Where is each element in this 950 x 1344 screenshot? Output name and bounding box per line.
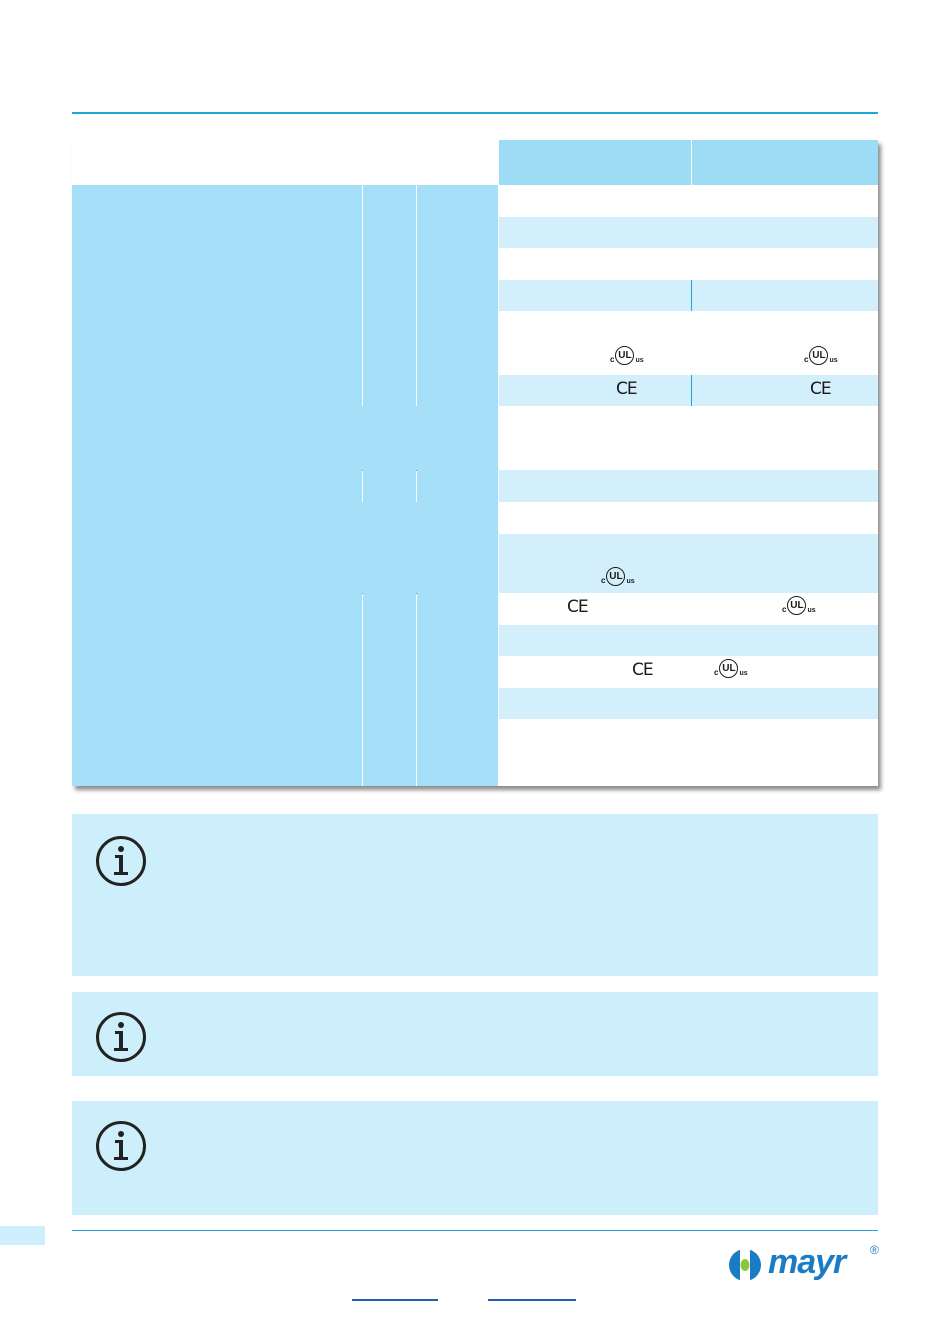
row-unit-cell — [417, 470, 498, 503]
ul-certification-mark: c UL us — [804, 346, 838, 365]
table-row — [72, 217, 878, 248]
info-note-2 — [72, 992, 878, 1076]
row-unit-cell — [363, 248, 416, 281]
table-row — [72, 185, 878, 217]
row-label — [72, 593, 362, 626]
row-value — [499, 534, 878, 566]
row-label — [72, 217, 362, 249]
ul-certification-mark: c UL us — [610, 346, 644, 365]
row-unit-cell — [363, 719, 416, 786]
row-label — [72, 719, 362, 786]
info-note-1 — [72, 814, 878, 976]
row-value — [499, 248, 878, 281]
row-sublabel — [257, 502, 498, 535]
row-value — [499, 593, 878, 626]
ul-certification-mark: c UL us — [714, 659, 748, 678]
row-unit-cell — [363, 625, 416, 657]
info-icon — [96, 1121, 146, 1171]
table-row — [72, 343, 878, 375]
row-unit-cell — [417, 719, 498, 786]
row-value — [499, 438, 878, 471]
row-unit-cell — [363, 311, 416, 344]
table-row — [72, 406, 878, 438]
table-row — [72, 534, 878, 565]
mayr-logo-icon — [728, 1248, 762, 1282]
row-sublabel — [257, 311, 362, 344]
row-value — [499, 565, 878, 594]
table-row — [72, 280, 878, 311]
table-row — [72, 311, 878, 343]
row-unit-cell — [363, 470, 416, 503]
row-unit-cell — [417, 185, 498, 218]
table-row — [72, 248, 878, 280]
row-value — [499, 280, 878, 312]
footer-rule — [72, 1230, 878, 1231]
table-row — [72, 502, 878, 534]
row-unit-cell — [417, 656, 498, 689]
info-icon — [96, 836, 146, 886]
ce-mark: CE — [616, 379, 637, 399]
row-value — [499, 470, 878, 503]
row-unit-cell — [417, 280, 498, 312]
row-value — [499, 185, 878, 218]
info-icon — [96, 1012, 146, 1062]
table-row — [72, 375, 878, 406]
row-unit-cell — [363, 593, 416, 626]
header-blank-cell — [72, 140, 499, 185]
row-unit-cell — [417, 343, 498, 376]
row-label — [72, 185, 362, 218]
table-row — [72, 719, 878, 786]
row-value — [499, 406, 878, 439]
row-unit-cell — [417, 593, 498, 626]
row-value — [499, 311, 878, 344]
ce-mark: CE — [632, 660, 653, 680]
row-value — [499, 343, 878, 376]
row-unit-cell — [417, 375, 498, 407]
row-value — [499, 375, 878, 407]
table-row — [72, 688, 878, 719]
row-label — [72, 656, 362, 689]
registered-mark: ® — [870, 1243, 879, 1257]
table-row — [72, 565, 878, 593]
table-row — [72, 625, 878, 656]
header-rule — [72, 112, 878, 114]
row-sublabel — [257, 343, 362, 376]
row-unit-cell — [417, 217, 498, 249]
row-sublabel — [257, 375, 362, 407]
technical-data-table — [72, 140, 878, 786]
table-row — [72, 656, 878, 688]
row-unit-cell — [417, 311, 498, 344]
header-column-1 — [499, 140, 691, 185]
row-value — [499, 688, 878, 720]
row-unit-cell — [363, 375, 416, 407]
footer-link-underline[interactable] — [488, 1299, 576, 1301]
ul-certification-mark: c UL us — [782, 596, 816, 615]
row-unit-cell — [417, 248, 498, 281]
row-label — [72, 470, 362, 503]
ce-mark: CE — [810, 379, 831, 399]
table-header — [72, 140, 878, 185]
row-value — [499, 656, 878, 689]
header-column-2 — [692, 140, 878, 185]
ce-mark: CE — [567, 597, 588, 617]
ul-certification-mark: c UL us — [601, 567, 635, 586]
row-unit-cell — [363, 185, 416, 218]
mayr-logo[interactable] — [728, 1243, 888, 1285]
row-sublabel — [257, 406, 498, 439]
table-row — [72, 438, 878, 470]
footer-link-underline[interactable] — [352, 1299, 438, 1301]
row-value — [499, 719, 878, 786]
row-unit-cell — [363, 343, 416, 376]
table-row — [72, 470, 878, 502]
row-unit-cell — [417, 625, 498, 657]
row-unit-cell — [363, 688, 416, 720]
row-unit-cell — [363, 280, 416, 312]
row-label — [72, 688, 362, 720]
table-row — [72, 593, 878, 625]
row-value — [499, 625, 878, 657]
brand-name: mayr — [768, 1243, 846, 1281]
row-value — [499, 502, 878, 535]
page-side-tab — [0, 1226, 45, 1245]
row-label — [72, 625, 362, 657]
info-note-3 — [72, 1101, 878, 1215]
row-unit-cell — [363, 217, 416, 249]
row-unit-cell — [363, 656, 416, 689]
row-unit-cell — [417, 688, 498, 720]
row-sublabel — [257, 438, 498, 471]
row-value — [499, 217, 878, 249]
